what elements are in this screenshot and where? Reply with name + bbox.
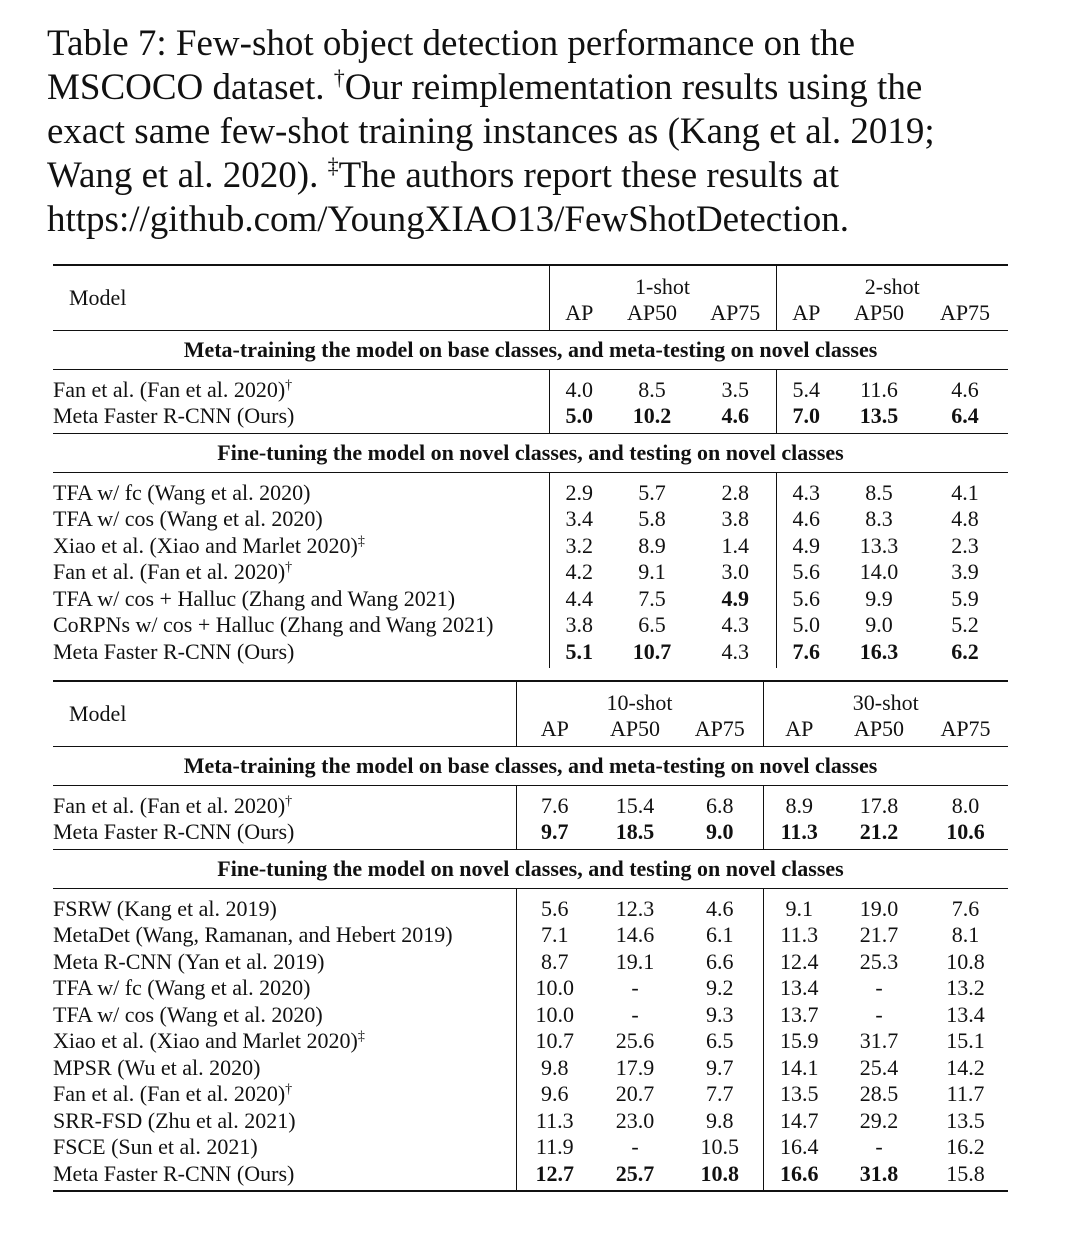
value-cell: 8.5 bbox=[638, 376, 666, 402]
value-cell: 25.3 bbox=[859, 948, 899, 974]
value-cell: 10.0 bbox=[516, 1002, 593, 1029]
value-cell: 9.0 bbox=[706, 819, 734, 845]
metric-header: AP50 bbox=[609, 716, 661, 741]
model-name-text: TFA w/ fc (Wang et al. 2020) bbox=[53, 975, 311, 1001]
model-name-text: Fan et al. (Fan et al. 2020) bbox=[53, 559, 286, 585]
value-cell: 15.1 bbox=[946, 1028, 985, 1054]
value-cell: 14.0 bbox=[859, 559, 899, 585]
model-name-text: Fan et al. (Fan et al. 2020) bbox=[53, 792, 286, 818]
model-name bbox=[53, 559, 549, 586]
metric-header: AP50 bbox=[853, 300, 905, 325]
value-cell: 9.7 bbox=[516, 819, 593, 849]
model-name-text: TFA w/ fc (Wang et al. 2020) bbox=[53, 479, 311, 505]
table-row bbox=[53, 888, 1008, 922]
value-cell: 15.4 bbox=[615, 792, 655, 818]
value-cell: 8.7 bbox=[516, 949, 593, 976]
table-row bbox=[53, 1108, 1008, 1135]
value-cell: 7.1 bbox=[516, 922, 593, 949]
metric-header: AP bbox=[516, 716, 593, 746]
value-cell: 10.5 bbox=[700, 1134, 739, 1160]
footnote-mark: † bbox=[285, 560, 293, 576]
model-name bbox=[53, 1002, 516, 1029]
model-name bbox=[53, 949, 516, 976]
value-cell: 13.5 bbox=[946, 1107, 985, 1133]
table-row bbox=[53, 472, 1008, 506]
table-row bbox=[53, 403, 1008, 433]
table-row bbox=[53, 1081, 1008, 1108]
footnote-mark: ‡ bbox=[357, 533, 365, 549]
value-cell: 11.3 bbox=[763, 922, 835, 949]
value-cell: 5.6 bbox=[776, 586, 836, 613]
value-cell: 4.6 bbox=[721, 403, 749, 429]
value-cell: 5.9 bbox=[951, 585, 979, 611]
value-cell: 6.2 bbox=[951, 638, 979, 664]
value-cell: 4.3 bbox=[721, 612, 749, 638]
model-name-text: Fan et al. (Fan et al. 2020) bbox=[53, 1081, 286, 1107]
value-cell: 5.7 bbox=[638, 479, 666, 505]
value-cell: 14.7 bbox=[763, 1108, 835, 1135]
value-cell: 10.2 bbox=[632, 403, 672, 429]
section-header-meta: Meta-training the model on base classes, and meta-testing on novel classes bbox=[183, 336, 878, 362]
value-cell: 2.9 bbox=[549, 472, 609, 506]
value-cell: 21.2 bbox=[859, 819, 899, 845]
value-cell: 4.6 bbox=[951, 376, 979, 402]
model-column-header: Model bbox=[69, 700, 127, 726]
model-name-text: Meta Faster R-CNN (Ours) bbox=[53, 403, 295, 429]
footnote-mark: † bbox=[285, 377, 293, 393]
caption-line-4b: The authors report these results at bbox=[338, 155, 839, 196]
model-name-text: Fan et al. (Fan et al. 2020) bbox=[53, 376, 286, 402]
footnote-mark: † bbox=[285, 1082, 293, 1098]
value-cell: 3.0 bbox=[721, 559, 749, 585]
value-cell: 11.7 bbox=[946, 1081, 985, 1107]
value-cell: 5.4 bbox=[776, 369, 836, 403]
model-name-text: TFA w/ cos (Wang et al. 2020) bbox=[53, 506, 323, 532]
value-cell: 15.9 bbox=[763, 1028, 835, 1055]
value-cell: 8.1 bbox=[951, 922, 980, 948]
value-cell: 3.8 bbox=[721, 506, 749, 532]
value-cell: 6.1 bbox=[706, 922, 734, 948]
value-cell: 11.3 bbox=[516, 1108, 593, 1135]
value-cell: 13.7 bbox=[763, 1002, 835, 1029]
value-cell: 18.5 bbox=[615, 819, 655, 845]
value-cell: 12.3 bbox=[615, 895, 655, 921]
value-cell: 3.5 bbox=[721, 376, 749, 402]
value-cell: 25.6 bbox=[615, 1028, 655, 1054]
value-cell: 29.2 bbox=[859, 1107, 899, 1133]
model-name bbox=[53, 1081, 516, 1108]
value-cell: 4.1 bbox=[951, 479, 979, 505]
model-name bbox=[53, 1108, 516, 1135]
table-row bbox=[53, 1161, 1008, 1192]
model-name-text: Meta Faster R-CNN (Ours) bbox=[53, 1160, 295, 1186]
value-cell: 4.4 bbox=[549, 586, 609, 613]
model-name bbox=[53, 586, 549, 613]
value-cell: - bbox=[631, 1001, 639, 1027]
footnote-mark: ‡ bbox=[357, 1029, 365, 1045]
value-cell: 14.6 bbox=[615, 922, 655, 948]
value-cell: 2.3 bbox=[951, 532, 979, 558]
value-cell: 5.2 bbox=[951, 612, 979, 638]
value-cell: 25.7 bbox=[615, 1160, 655, 1186]
value-cell: 10.8 bbox=[700, 1160, 739, 1186]
model-name bbox=[53, 1161, 516, 1192]
metric-header: AP75 bbox=[710, 300, 761, 325]
model-name-text: Meta Faster R-CNN (Ours) bbox=[53, 819, 295, 845]
value-cell: 6.5 bbox=[706, 1028, 734, 1054]
value-cell: 4.2 bbox=[549, 559, 609, 586]
value-cell: 10.7 bbox=[632, 638, 672, 664]
table-row bbox=[53, 922, 1008, 949]
table-row bbox=[53, 1028, 1008, 1055]
value-cell: 8.9 bbox=[638, 532, 666, 558]
model-name-text: MPSR (Wu et al. 2020) bbox=[53, 1054, 261, 1080]
value-cell: 14.2 bbox=[946, 1054, 985, 1080]
value-cell: 4.9 bbox=[721, 585, 749, 611]
value-cell: 19.0 bbox=[859, 895, 899, 921]
value-cell: 13.5 bbox=[859, 403, 899, 429]
value-cell: 5.6 bbox=[516, 888, 593, 922]
section-header-finetune: Fine-tuning the model on novel classes, and testing on novel classes bbox=[217, 855, 844, 881]
model-name bbox=[53, 819, 516, 849]
model-name bbox=[53, 612, 549, 639]
value-cell: - bbox=[631, 975, 639, 1001]
model-name bbox=[53, 639, 549, 669]
model-name bbox=[53, 888, 516, 922]
footnote-mark: † bbox=[285, 793, 293, 809]
value-cell: 4.6 bbox=[776, 506, 836, 533]
table-row bbox=[53, 949, 1008, 976]
value-cell: 6.4 bbox=[951, 403, 979, 429]
value-cell: 16.3 bbox=[859, 638, 899, 664]
model-name-text: Xiao et al. (Xiao and Marlet 2020) bbox=[53, 532, 358, 558]
value-cell: 31.8 bbox=[859, 1160, 899, 1186]
model-name bbox=[53, 533, 549, 560]
table-row bbox=[53, 1134, 1008, 1161]
value-cell: 10.0 bbox=[516, 975, 593, 1002]
table-row bbox=[53, 586, 1008, 613]
value-cell: 6.6 bbox=[706, 948, 734, 974]
value-cell: 21.7 bbox=[859, 922, 899, 948]
caption-line-5: https://github.com/YoungXIAO13/FewShotDetection. bbox=[47, 199, 850, 240]
table-row bbox=[53, 1055, 1008, 1082]
model-name bbox=[53, 785, 516, 819]
table-row bbox=[53, 785, 1008, 819]
model-name bbox=[53, 1028, 516, 1055]
value-cell: 3.4 bbox=[549, 506, 609, 533]
value-cell: 7.7 bbox=[706, 1081, 734, 1107]
value-cell: 11.3 bbox=[763, 819, 835, 849]
value-cell: 1.4 bbox=[721, 532, 749, 558]
value-cell: 12.4 bbox=[763, 949, 835, 976]
table-row bbox=[53, 612, 1008, 639]
value-cell: 4.3 bbox=[721, 638, 749, 664]
caption-line-3: exact same few-shot training instances as (Kang et al. 2019; bbox=[47, 111, 935, 152]
table-row bbox=[53, 1002, 1008, 1029]
value-cell: 4.0 bbox=[549, 369, 609, 403]
caption-line-2b: Our reimplementation results using the bbox=[344, 67, 923, 108]
value-cell: 9.7 bbox=[706, 1054, 734, 1080]
value-cell: 16.4 bbox=[763, 1134, 835, 1161]
value-cell: 3.2 bbox=[549, 533, 609, 560]
model-name-text: MetaDet (Wang, Ramanan, and Hebert 2019) bbox=[53, 922, 453, 948]
model-name-text: CoRPNs w/ cos + Halluc (Zhang and Wang 2021) bbox=[53, 612, 494, 638]
value-cell: 9.9 bbox=[865, 585, 893, 611]
caption-line-1: Table 7: Few-shot object detection performance on the bbox=[47, 23, 856, 64]
group-header-2-shot: 2-shot bbox=[776, 265, 1008, 300]
model-name-text: Meta R-CNN (Yan et al. 2019) bbox=[53, 948, 325, 974]
model-name-text: FSRW (Kang et al. 2019) bbox=[53, 895, 277, 921]
value-cell: 17.9 bbox=[615, 1054, 655, 1080]
value-cell: 16.2 bbox=[946, 1134, 985, 1160]
value-cell: 15.8 bbox=[946, 1160, 985, 1186]
value-cell: - bbox=[631, 1134, 639, 1160]
value-cell: 4.3 bbox=[776, 472, 836, 506]
model-name bbox=[53, 506, 549, 533]
value-cell: 9.1 bbox=[763, 888, 835, 922]
value-cell: 9.3 bbox=[706, 1001, 734, 1027]
value-cell: 9.6 bbox=[516, 1081, 593, 1108]
value-cell: 4.6 bbox=[706, 895, 734, 921]
model-name bbox=[53, 1055, 516, 1082]
value-cell: 8.9 bbox=[763, 785, 835, 819]
model-name-text: SRR-FSD (Zhu et al. 2021) bbox=[53, 1107, 296, 1133]
model-name bbox=[53, 369, 549, 403]
caption-line-2a: MSCOCO dataset. bbox=[47, 67, 334, 108]
value-cell: 9.0 bbox=[865, 612, 893, 638]
model-name-text: Meta Faster R-CNN (Ours) bbox=[53, 638, 295, 664]
value-cell: 23.0 bbox=[615, 1107, 655, 1133]
value-cell: 7.6 bbox=[951, 895, 980, 921]
value-cell: 7.6 bbox=[516, 785, 593, 819]
results-table-10-30-shot bbox=[53, 680, 1008, 1192]
table-row bbox=[53, 369, 1008, 403]
value-cell: 7.0 bbox=[776, 403, 836, 433]
value-cell: 8.5 bbox=[865, 479, 893, 505]
value-cell: 25.4 bbox=[859, 1054, 899, 1080]
table-row bbox=[53, 559, 1008, 586]
value-cell: - bbox=[875, 975, 883, 1001]
metric-header: AP75 bbox=[940, 716, 991, 741]
value-cell: 19.1 bbox=[615, 948, 655, 974]
model-name-text: Xiao et al. (Xiao and Marlet 2020) bbox=[53, 1028, 358, 1054]
value-cell: 12.7 bbox=[516, 1161, 593, 1192]
value-cell: - bbox=[875, 1001, 883, 1027]
table-row bbox=[53, 819, 1008, 849]
model-name bbox=[53, 403, 549, 433]
caption-line-4a: Wang et al. 2020). bbox=[47, 155, 328, 196]
value-cell: 5.8 bbox=[638, 506, 666, 532]
value-cell: 6.5 bbox=[638, 612, 666, 638]
value-cell: 5.0 bbox=[549, 403, 609, 433]
value-cell: 13.4 bbox=[946, 1001, 985, 1027]
group-header-1-shot: 1-shot bbox=[549, 265, 776, 300]
value-cell: 13.5 bbox=[763, 1081, 835, 1108]
model-name-text: TFA w/ cos + Halluc (Zhang and Wang 2021) bbox=[53, 585, 456, 611]
value-cell: 14.1 bbox=[763, 1055, 835, 1082]
value-cell: 10.6 bbox=[946, 819, 985, 845]
model-name bbox=[53, 472, 549, 506]
value-cell: 10.8 bbox=[946, 948, 985, 974]
model-name bbox=[53, 1134, 516, 1161]
value-cell: 6.8 bbox=[706, 792, 734, 818]
model-name bbox=[53, 975, 516, 1002]
value-cell: 13.4 bbox=[763, 975, 835, 1002]
section-header-meta: Meta-training the model on base classes, and meta-testing on novel classes bbox=[183, 752, 878, 778]
value-cell: 13.3 bbox=[859, 532, 899, 558]
metric-header: AP bbox=[776, 300, 836, 330]
model-name-text: FSCE (Sun et al. 2021) bbox=[53, 1134, 258, 1160]
value-cell: 7.6 bbox=[776, 639, 836, 669]
value-cell: 9.2 bbox=[706, 975, 734, 1001]
value-cell: 5.6 bbox=[776, 559, 836, 586]
value-cell: 8.3 bbox=[865, 506, 893, 532]
value-cell: 3.8 bbox=[549, 612, 609, 639]
model-column-header: Model bbox=[69, 284, 127, 310]
value-cell: 8.0 bbox=[951, 792, 980, 818]
table-row bbox=[53, 506, 1008, 533]
metric-header: AP75 bbox=[694, 716, 745, 741]
value-cell: 7.5 bbox=[638, 585, 666, 611]
value-cell: 3.9 bbox=[951, 559, 979, 585]
dagger-mark: † bbox=[333, 65, 345, 90]
value-cell: 31.7 bbox=[859, 1028, 899, 1054]
value-cell: 20.7 bbox=[615, 1081, 655, 1107]
group-header-30-shot: 30-shot bbox=[763, 681, 1008, 716]
metric-header: AP bbox=[763, 716, 835, 746]
value-cell: 5.1 bbox=[549, 639, 609, 669]
value-cell: 5.0 bbox=[776, 612, 836, 639]
metric-header: AP50 bbox=[853, 716, 905, 741]
group-header-10-shot: 10-shot bbox=[516, 681, 763, 716]
model-name bbox=[53, 922, 516, 949]
table-row bbox=[53, 533, 1008, 560]
model-name-text: TFA w/ cos (Wang et al. 2020) bbox=[53, 1001, 323, 1027]
metric-header: AP bbox=[549, 300, 609, 330]
value-cell: 4.9 bbox=[776, 533, 836, 560]
table-row bbox=[53, 975, 1008, 1002]
value-cell: 4.8 bbox=[951, 506, 979, 532]
results-table-1-2-shot bbox=[53, 264, 1008, 668]
value-cell: 9.8 bbox=[706, 1107, 734, 1133]
value-cell: 10.7 bbox=[516, 1028, 593, 1055]
value-cell: 17.8 bbox=[859, 792, 899, 818]
value-cell: 16.6 bbox=[763, 1161, 835, 1192]
value-cell: 11.9 bbox=[516, 1134, 593, 1161]
value-cell: 28.5 bbox=[859, 1081, 899, 1107]
section-header-finetune: Fine-tuning the model on novel classes, and testing on novel classes bbox=[217, 439, 844, 465]
table-caption bbox=[47, 22, 1009, 242]
metric-header: AP50 bbox=[626, 300, 678, 325]
value-cell: 2.8 bbox=[721, 479, 749, 505]
value-cell: - bbox=[875, 1134, 883, 1160]
double-dagger-mark: ‡ bbox=[327, 153, 339, 178]
value-cell: 9.1 bbox=[638, 559, 666, 585]
metric-header: AP75 bbox=[939, 300, 991, 325]
value-cell: 9.8 bbox=[516, 1055, 593, 1082]
value-cell: 11.6 bbox=[860, 376, 898, 402]
table-row bbox=[53, 639, 1008, 669]
value-cell: 13.2 bbox=[946, 975, 985, 1001]
